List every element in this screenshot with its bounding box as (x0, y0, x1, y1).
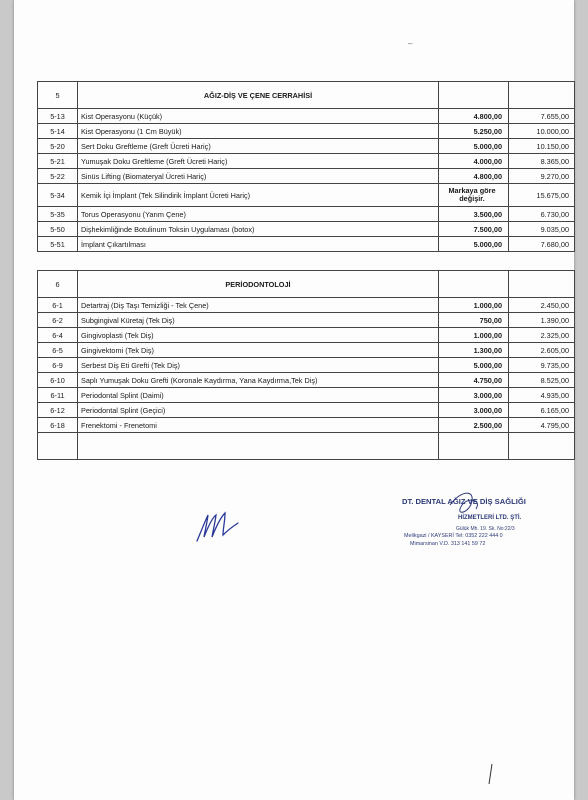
table-row (38, 222, 575, 237)
procedure-name: Kist Operasyonu (Küçük) (78, 109, 439, 124)
table-row (38, 237, 575, 252)
reference-price: 2.605,00 (509, 343, 575, 358)
table-row (38, 298, 575, 313)
procedure-name: Saplı Yumuşak Doku Grefti (Koronale Kaydırma, Yana Kaydırma,Tek Diş) (78, 373, 439, 388)
procedure-code: 5-35 (38, 207, 78, 222)
procedure-name: Gingivoplasti (Tek Diş) (78, 328, 439, 343)
procedure-code: 5-14 (38, 124, 78, 139)
table-row (38, 343, 575, 358)
section-number: 5 (38, 82, 78, 109)
section-header (38, 82, 575, 109)
procedure-name: Torus Operasyonu (Yarım Çene) (78, 207, 439, 222)
table-row (38, 139, 575, 154)
reference-price: 9.735,00 (509, 358, 575, 373)
procedure-name: Subgingival Küretaj (Tek Diş) (78, 313, 439, 328)
empty-cell (38, 433, 78, 460)
procedure-name: İmplant Çıkartılması (78, 237, 439, 252)
procedure-code: 5-51 (38, 237, 78, 252)
procedure-code: 6-18 (38, 418, 78, 433)
procedure-code: 5-21 (38, 154, 78, 169)
reference-price: 2.450,00 (509, 298, 575, 313)
procedure-code: 6-9 (38, 358, 78, 373)
stamp-company-type: HİZMETLERİ LTD. ŞTİ. (458, 515, 522, 521)
procedure-name: Detartraj (Diş Taşı Temizliği - Tek Çene) (78, 298, 439, 313)
clinic-price: 5.250,00 (439, 124, 509, 139)
clinic-price: Markaya göre değişir. (439, 184, 509, 207)
clinic-price: 3.000,00 (439, 403, 509, 418)
procedure-name: Serbest Diş Eti Grefti (Tek Diş) (78, 358, 439, 373)
procedure-code: 6-5 (38, 343, 78, 358)
surgery-price-table (37, 81, 575, 252)
reference-price: 10.150,00 (509, 139, 575, 154)
stamp-company-name: DT. DENTAL AĞIZ VE DİŞ SAĞLIĞI (402, 497, 526, 506)
reference-price: 7.680,00 (509, 237, 575, 252)
procedure-name: Dişhekimliğinde Botulinum Toksin Uygulaması (botox) (78, 222, 439, 237)
table-row (38, 328, 575, 343)
procedure-name: Sinüs Lifting (Biomateryal Ücreti Hariç) (78, 169, 439, 184)
clinic-price: 5.000,00 (439, 237, 509, 252)
periodontology-price-table (37, 270, 575, 460)
table-row (38, 358, 575, 373)
table-row (38, 207, 575, 222)
table-row (38, 418, 575, 433)
table-row (38, 373, 575, 388)
clinic-price: 4.750,00 (439, 373, 509, 388)
procedure-code: 6-12 (38, 403, 78, 418)
clinic-price: 7.500,00 (439, 222, 509, 237)
procedure-code: 5-22 (38, 169, 78, 184)
stamp-tax-office: Mimarsinan V.D. 313 141 59 72 (410, 541, 486, 547)
reference-price: 15.675,00 (509, 184, 575, 207)
table-row (38, 154, 575, 169)
empty-cell (439, 82, 509, 109)
table-row (38, 109, 575, 124)
document-page (14, 0, 574, 800)
empty-cell (439, 433, 509, 460)
reference-price: 7.655,00 (509, 109, 575, 124)
reference-price: 2.325,00 (509, 328, 575, 343)
procedure-name: Gingivektomi (Tek Diş) (78, 343, 439, 358)
clinic-price: 3.500,00 (439, 207, 509, 222)
table-row (38, 169, 575, 184)
clinic-price: 2.500,00 (439, 418, 509, 433)
table-row (38, 403, 575, 418)
section-header (38, 271, 575, 298)
procedure-name: Periodontal Splint (Geçici) (78, 403, 439, 418)
reference-price: 9.270,00 (509, 169, 575, 184)
table-row (38, 388, 575, 403)
reference-price: 4.935,00 (509, 388, 575, 403)
table-row (38, 124, 575, 139)
procedure-code: 5-20 (38, 139, 78, 154)
procedure-name: Frenektomi - Frenetomi (78, 418, 439, 433)
procedure-name: Kist Operasyonu (1 Cm Büyük) (78, 124, 439, 139)
stamp-city-phone: Melikgazi / KAYSERİ Tel: 0352 222 444 0 (404, 533, 503, 539)
section-number: 6 (38, 271, 78, 298)
signature (194, 505, 244, 545)
reference-price: 6.165,00 (509, 403, 575, 418)
clinic-price: 1.300,00 (439, 343, 509, 358)
procedure-code: 6-2 (38, 313, 78, 328)
table-row (38, 184, 575, 207)
empty-cell (509, 433, 575, 460)
reference-price: 8.365,00 (509, 154, 575, 169)
clinic-price: 1.000,00 (439, 328, 509, 343)
clinic-price: 750,00 (439, 313, 509, 328)
clinic-price: 5.000,00 (439, 139, 509, 154)
reference-price: 6.730,00 (509, 207, 575, 222)
empty-cell (509, 82, 575, 109)
table-row (38, 313, 575, 328)
procedure-code: 6-1 (38, 298, 78, 313)
reference-price: 10.000,00 (509, 124, 575, 139)
clinic-price: 5.000,00 (439, 358, 509, 373)
procedure-name: Periodontal Splint (Daimi) (78, 388, 439, 403)
procedure-code: 6-10 (38, 373, 78, 388)
stamp-address: Gülük Mh. 19. Sk. No:22/3 (456, 526, 515, 532)
procedure-name: Yumuşak Doku Greftleme (Greft Ücreti Hariç) (78, 154, 439, 169)
procedure-code: 5-34 (38, 184, 78, 207)
clinic-price: 4.800,00 (439, 169, 509, 184)
scan-mark: – (408, 39, 413, 48)
procedure-code: 6-11 (38, 388, 78, 403)
procedure-name: Sert Doku Greftleme (Greft Ücreti Hariç) (78, 139, 439, 154)
blank-row (38, 433, 575, 460)
section-title: PERİODONTOLOJİ (78, 271, 439, 298)
reference-price: 1.390,00 (509, 313, 575, 328)
reference-price: 4.795,00 (509, 418, 575, 433)
reference-price: 8.525,00 (509, 373, 575, 388)
clinic-price: 3.000,00 (439, 388, 509, 403)
clinic-price: 1.000,00 (439, 298, 509, 313)
procedure-code: 6-4 (38, 328, 78, 343)
reference-price: 9.035,00 (509, 222, 575, 237)
pen-mark (486, 762, 496, 786)
empty-cell (509, 271, 575, 298)
empty-cell (439, 271, 509, 298)
clinic-price: 4.000,00 (439, 154, 509, 169)
procedure-code: 5-13 (38, 109, 78, 124)
section-title: AĞIZ-DİŞ VE ÇENE CERRAHİSİ (78, 82, 439, 109)
empty-cell (78, 433, 439, 460)
procedure-code: 5-50 (38, 222, 78, 237)
procedure-name: Kemik İçi İmplant (Tek Silindirik İmplant Ücreti Hariç) (78, 184, 439, 207)
clinic-price: 4.800,00 (439, 109, 509, 124)
